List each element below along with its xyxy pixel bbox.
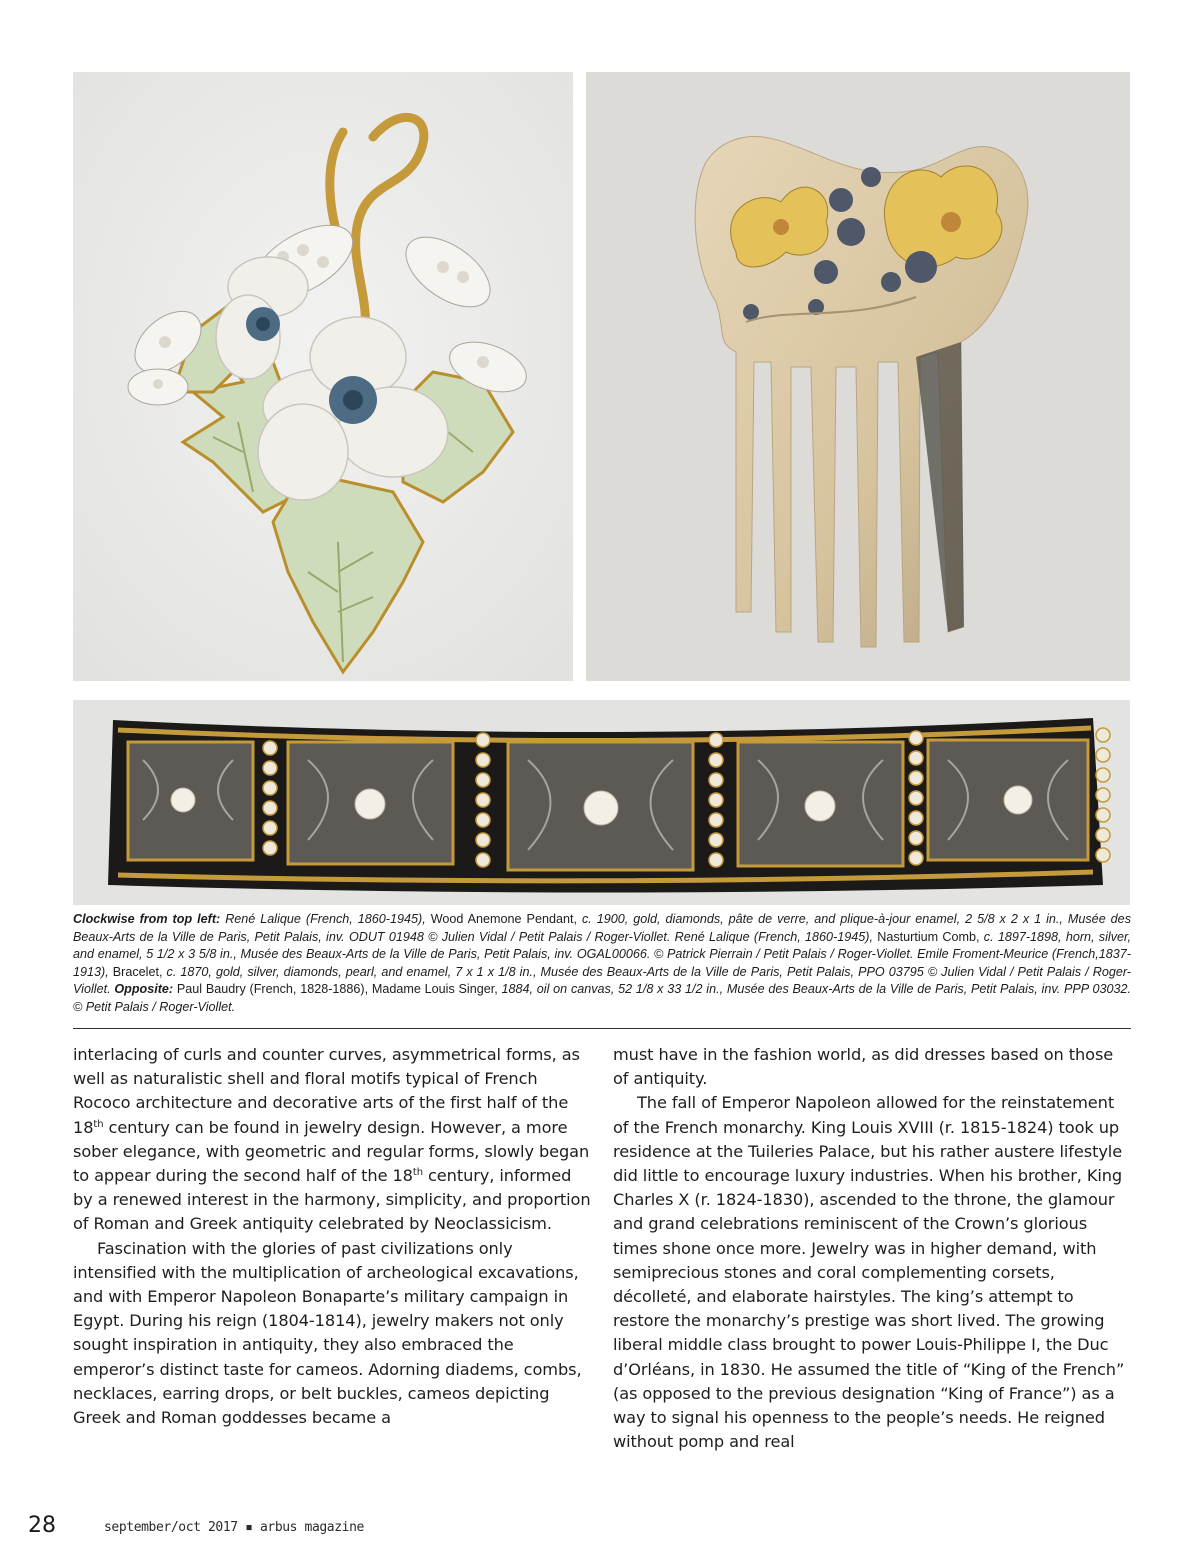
caption-text: René Lalique (French, 1860-1945), [220, 912, 431, 926]
caption-title-painting: Madame Louis Singer, [371, 982, 498, 997]
caption-title-comb: Nasturtium Comb, [877, 929, 980, 944]
pendant-photo [73, 72, 573, 681]
photo-caption [73, 911, 1131, 1017]
comb-photo [586, 72, 1130, 681]
caption-opposite-label: Opposite: [114, 982, 174, 997]
caption-text: c. 1900, gold, diamonds, pâte de verre, and plique-à-jour enamel, 2 5/8 x 2 x 1 in., Musée des Beaux-Arts de la Ville de Paris, Petit Palais, inv. ODUT 01948 © Julien Vidal / Petit Palais / Roger-Viollet. René Lalique (French, 1860-1945), [73, 912, 1131, 944]
body-paragraph: The fall of Emperor Napoleon allowed for the reinstatement of the French monarchy. King Louis XVIII (r. 1815-1824) took up residence at the Tuileries Palace, but his rather austere lifestyle did little to encourage luxury industries. When his brother, King Charles X (r. 1824-1830), ascended to the throne, the glamour and grand celebrations reminiscent of the Crown’s glorious times shone once more. Jewelry was in higher demand, with semiprecious stones and coral complementing corsets, décolleté, and elaborate hairstyles. The king’s attempt to restore the monarchy’s prestige was short lived. The growing liberal middle class brought to power Louis-Philippe I, the Duc d’Orléans, in 1830. He assumed the title of “King of the French” (as opposed to the previous designation “King of France”) as a way to signal his openness to the people’s needs. He reigned without pomp and real [613, 1093, 1125, 1452]
body-paragraph [73, 1043, 591, 1237]
body-column-left [73, 1043, 591, 1430]
body-column-right [613, 1043, 1133, 1454]
caption-title-pendant: Wood Anemone Pendant, [430, 912, 577, 926]
caption-text: 1884, oil on canvas, 52 1/8 x 33 1/2 in., Musée des Beaux-Arts de la Ville de Paris, Petit Palais, inv. PPP 03032. © Petit Palais / Roger-Viollet. [73, 982, 1131, 1014]
caption-text: Paul Baudry (French, 1828-1886), [173, 982, 372, 997]
caption-divider [73, 1028, 1131, 1029]
bracelet-photo [73, 700, 1130, 905]
page-number: 28 [28, 1513, 56, 1538]
body-paragraph: must have in the fashion world, as did dresses based on those of antiquity. [613, 1045, 1114, 1089]
body-text: century can be found in jewelry design. However, a more sober elegance, with geometric and regular forms, slowly began to appear during the second half of the 18 [73, 1117, 590, 1186]
superscript: th [412, 1167, 423, 1179]
caption-lead: Clockwise from top left: [73, 912, 221, 926]
magazine-footer: september/oct 2017 ▪ arbus magazine [104, 1520, 364, 1535]
body-paragraph: Fascination with the glories of past civilizations only intensified with the multiplication of archeological excavations, and with Emperor Napoleon Bonaparte’s military campaign in Egypt. During his reign (1804-1814), jewelry makers not only sought inspiration in antiquity, they also embraced the emperor’s distinct taste for cameos. Adorning diadems, combs, necklaces, earring drops, or belt buckles, cameos depicting Greek and Roman goddesses became a [73, 1238, 582, 1428]
caption-title-bracelet: Bracelet, [112, 964, 163, 979]
caption-text: c. 1870, gold, silver, diamonds, pearl, and enamel, 7 x 1 x 1/8 in., Musée des Beaux-Arts de la Ville de Paris, Petit Palais, PPO 03795 © Julien Vidal / Petit Palais / Roger-Viollet. [73, 964, 1131, 997]
body-text: interlacing of curls and counter curves, asymmetrical forms, as well as naturalistic shell and floral motifs typical of French Rococo architecture and decorative arts of the first half of the 18 [73, 1045, 580, 1137]
superscript: th [93, 1118, 104, 1130]
body-text: century, informed by a renewed interest in the harmony, simplicity, and proportion of Roman and Greek antiquity celebrated by Neoclassicism. [73, 1166, 591, 1234]
caption-text: c. 1897-1898, horn, silver, and enamel, 5 1/2 x 3 5/8 in., Musée des Beaux-Arts de la Ville de Paris, Petit Palais, inv. OGAL00066. © Patrick Pierrain / Petit Palais / Roger-Viollet. Emile Froment-Meurice (French,1837-1913), [73, 929, 1131, 979]
